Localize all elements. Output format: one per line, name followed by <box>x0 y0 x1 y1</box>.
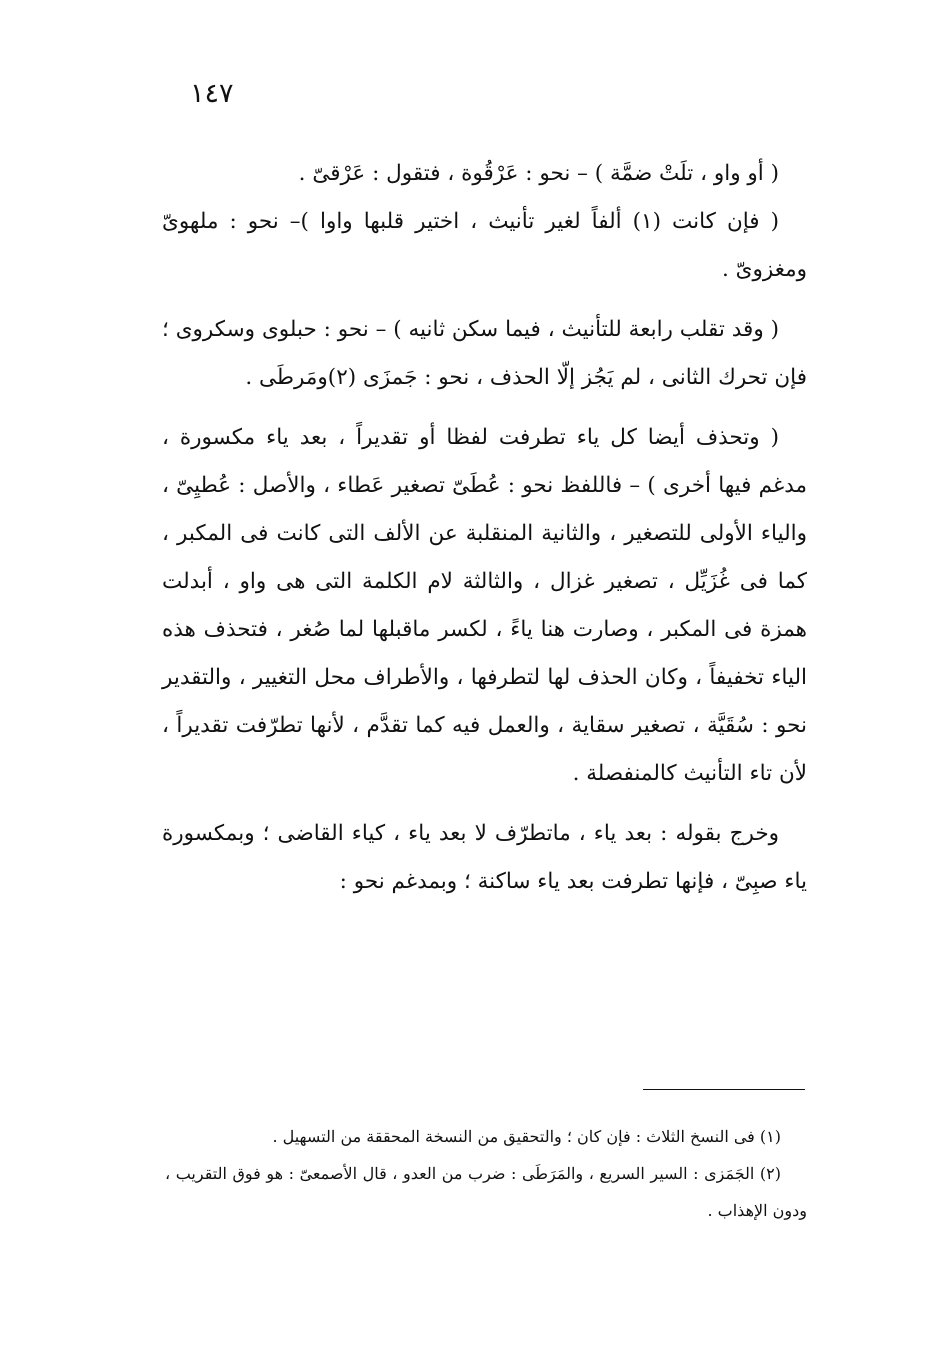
paragraph: وخرج بقوله : بعد ياء ، ماتطرّف لا بعد ياء ، كياء القاضى ؛ وبمكسورة ياء صبِىّ ، فإنها تطرفت بعد ياء ساكنة ؛ وبمدغم نحو : <box>162 821 807 894</box>
page-number: ١٤٧ <box>190 78 234 109</box>
paragraph: ( وتحذف أيضا كل ياء تطرفت لفظا أو تقديراً ، بعد ياء مكسورة ، مدغم فيها أخرى ) – فاللفظ نحو : عُطَىّ تصغير عَطاء ، والأصل : عُطيِىّ ، والياء الأولى للتصغير ، والثانية المنقلبة عن الألف التى كانت فى المكبر ، كما فى غُزَيِّل ، تصغير غزال ، والثالثة لام الكلمة التى هى واو ، أبدلت همزة فى المكبر ، وصارت هنا ياءً ، لكسر ماقبلها لما صُغر ، فتحذف هذه الياء تخفيفاً ، وكان الحذف لها لتطرفها ، والأطراف محل التغيير ، والتقدير نحو : سُقَيَّة ، تصغير سقاية ، والعمل فيه كما تقدَّم ، لأنها تطرّفت تقديراً ، لأن تاء التأنيث كالمنفصلة . <box>162 425 807 786</box>
footnote: (٢) الجَمَزى : السير السريع ، والمَرَطَى : ضرب من العدو ، قال الأصمعىّ : هو فوق التقريب ، ودون الإهذاب . <box>165 1164 807 1220</box>
footnote: (١) فى النسخ الثلاث : فإن كان ؛ والتحقيق من النسخة المحققة من التسهيل . <box>272 1127 781 1146</box>
footnotes <box>165 1118 807 1229</box>
paragraph: ( فإن كانت (١) ألفاً لغير تأنيث ، اختير قلبها واوا )– نحو : ملهوىّ ومغزوىّ . <box>162 209 807 282</box>
footnote-divider <box>643 1089 805 1090</box>
paragraph: ( أو واو ، تلَتْ ضمَّة ) – نحو : عَرْقُوة ، فتقول : عَرْقىّ . <box>298 161 779 186</box>
paragraph: ( وقد تقلب رابعة للتأنيث ، فيما سكن ثانيه ) – نحو : حبلوى وسكروى ؛ فإن تحرك الثانى ، لم يَجُز إلّا الحذف ، نحو : جَمزَى (٢)ومَرطَى . <box>162 317 807 390</box>
body-text <box>162 150 807 906</box>
